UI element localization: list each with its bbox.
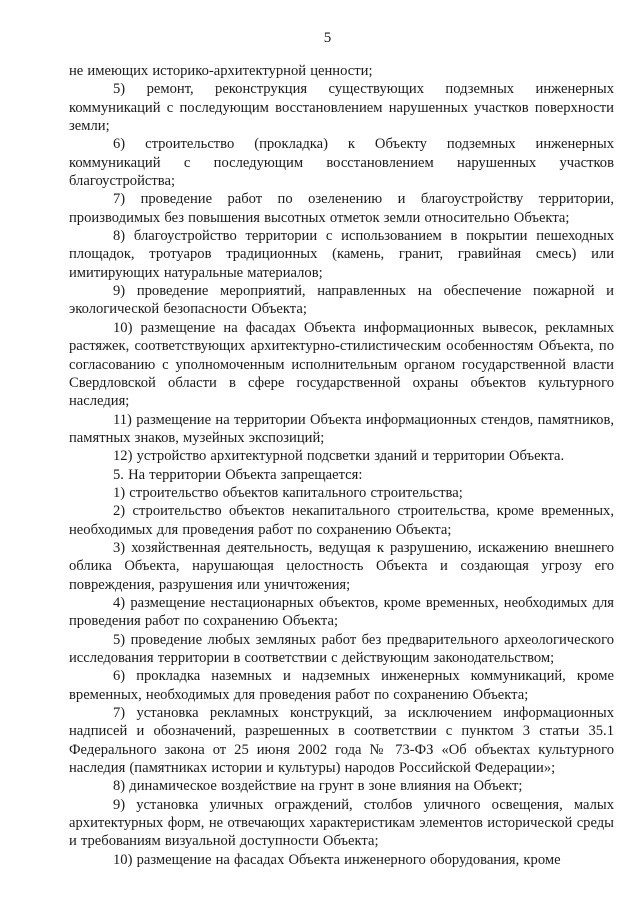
paragraph: не имеющих историко-архитектурной ценности;	[69, 63, 373, 79]
paragraph: 6) прокладка наземных и надземных инженерных коммуникаций, кроме временных, необходимых для проведения работ по сохранению Объекта;	[69, 668, 614, 703]
section-heading: 5. На территории Объекта запрещается:	[113, 466, 363, 483]
paragraph: 8) динамическое воздействие на грунт в зоне влияния на Объект;	[113, 778, 523, 795]
paragraph: 3) хозяйственная деятельность, ведущая к разрушению, искажению внешнего облика Объекта, нарушающая целостность Объекта и создающая угрозу его повреждения, разрушения или уничтожения;	[69, 539, 614, 593]
paragraph: 11) размещение на территории Объекта информационных стендов, памятников, памятных знаков, музейных экспозиций;	[69, 411, 614, 446]
document-body	[69, 62, 614, 869]
paragraph: 2) строительство объектов некапитального строительства, кроме временных, необходимых для проведения работ по сохранению Объекта;	[69, 503, 614, 538]
paragraph: 9) проведение мероприятий, направленных на обеспечение пожарной и экологической безопасности Объекта;	[69, 283, 614, 318]
paragraph: 10) размещение на фасадах Объекта инженерного оборудования, кроме	[113, 851, 561, 868]
paragraph: 4) размещение нестационарных объектов, кроме временных, необходимых для проведения работ по сохранению Объекта;	[69, 594, 614, 630]
paragraph: 10) размещение на фасадах Объекта информационных вывесок, рекламных растяжек, соответствующих архитектурно-стилистическим особенностям Объекта, по согласованию с уполномоченным исполнительным органом государственной власти Свердловской области в сфере государственной охраны объектов культурного наследия;	[69, 319, 614, 410]
paragraph: 8) благоустройство территории с использованием в покрытии пешеходных площадок, тротуаров традиционных (камень, гранит, гравийная смесь) или имитирующих натуральные материалов;	[69, 228, 614, 281]
paragraph: 12) устройство архитектурной подсветки зданий и территории Объекта.	[113, 448, 565, 465]
paragraph: 5) проведение любых земляных работ без предварительного археологического исследования территории в соответствии с действующим законодательством;	[69, 631, 614, 666]
paragraph: 5) ремонт, реконструкция существующих подземных инженерных коммуникаций с последующим восстановлением нарушенных участков поверхности земли;	[69, 81, 614, 135]
paragraph: 6) строительство (прокладка) к Объекту подземных инженерных коммуникаций с последующим восстановлением нарушенных участков благоустройства;	[69, 136, 614, 190]
paragraph: 7) проведение работ по озеленению и благоустройству территории, производимых без повышения высотных отметок земли относительно Объекта;	[69, 191, 614, 226]
paragraph: 7) установка рекламных конструкций, за исключением информационных надписей и обозначений, разрешенных в соответствии с пунктом 3 статьи 35.1 Федерального закона от 25 июня 2002 года № 73-ФЗ «Об объектах культурного наследия (памятниках истории и культуры) народов Российской Федерации»;	[69, 705, 614, 777]
paragraph: 1) строительство объектов капитального строительства;	[113, 484, 463, 501]
paragraph: 9) установка уличных ограждений, столбов уличного освещения, малых архитектурных форм, не отвечающих характеристикам элементов исторической среды и требованиям визуальной доступности Объекта;	[69, 796, 614, 850]
page-number: 5	[323, 30, 332, 46]
